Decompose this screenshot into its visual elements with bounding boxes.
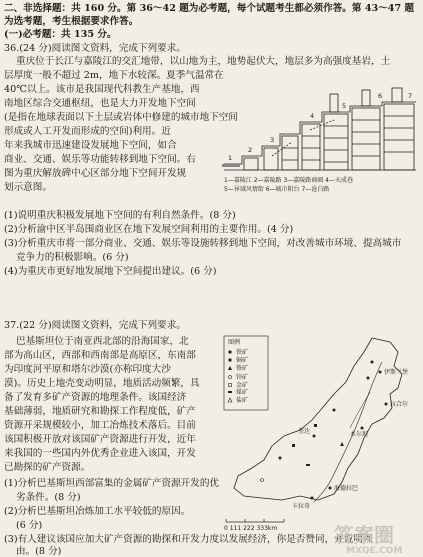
gold-ore-symbol xyxy=(229,384,232,387)
zinc-ore-symbol xyxy=(228,375,231,378)
map-legend-item: 盐矿 xyxy=(236,397,249,404)
q36-text: 商业、交通、娱乐等功能转移到地下空间。右 xyxy=(4,154,196,165)
q36-text: (是指在地球表面以下土层或岩体中修建的城市地下空间 xyxy=(4,112,238,123)
q37-text: 巴基斯坦位于南亚西北部的沿海国家，北 xyxy=(16,336,189,347)
iron-ore-symbol xyxy=(228,350,231,353)
place-label: 海德拉巴 xyxy=(334,485,359,492)
salt-symbol xyxy=(228,398,232,402)
place-label: 卡拉奇 xyxy=(292,503,311,510)
q37-question-2: (2)分析巴基斯坦冶炼加工水平较低的原因。 xyxy=(4,506,191,517)
q37-text: 为印度河平原和塔尔沙漠(亦称印度大沙 xyxy=(4,364,171,375)
fig1-num: 1 xyxy=(228,154,233,162)
q37-text: 来我国的一些国内外优秀企业进入该国，开发 xyxy=(4,448,196,459)
place-label: 木尔坦 xyxy=(350,431,369,438)
map-legend-item: 铁矿 xyxy=(236,349,249,356)
q37-text: 已勘探的矿产资源。 xyxy=(4,462,91,473)
q36-text: 40℃以上。该市是我国现代科教生产基地，西 xyxy=(4,84,200,95)
map-legend-item: 铬矿 xyxy=(236,365,249,372)
q36-text: 图为重庆解放碑中心区部分地下空间开发规 xyxy=(4,168,187,179)
watermark-url: MXQE.COM xyxy=(346,546,403,554)
map-legend-title: 图例 xyxy=(228,339,241,346)
fig1-legend-line2: 5—异域风情街 6—城市阳台 7—沧白路 xyxy=(224,186,330,193)
q36-text: 层厚度一般不超过 2m，地下水较深。夏季气温常在 xyxy=(4,70,224,81)
fig1-num: 5 xyxy=(342,102,347,110)
q36-question-3-cont: 竞争力的积极影响。(6 分) xyxy=(16,252,129,263)
q36-question-3: (3)分析重庆市将一部分商业、交通、娱乐等设施转移到地下空间，对改善城市环境、提高城市 xyxy=(4,238,402,249)
map-legend-item: 锌矿 xyxy=(236,374,249,381)
q37-text: 该国积极开放对该国矿产资源进行开发，近年 xyxy=(4,434,196,445)
q37-question-1-cont: 劣条件。(8 分) xyxy=(16,492,81,503)
q37-text: 基础薄弱，地质研究和勘探工作程度低，矿产 xyxy=(4,406,196,417)
required-title: (一)必考题：共 135 分。 xyxy=(4,29,117,40)
fig1-num: 4 xyxy=(310,112,315,120)
q37-text: 备了发育多矿产资源的地理条件。该国经济 xyxy=(4,392,187,403)
watermark-text: 答案圈 xyxy=(334,523,394,547)
q36-question-1: (1)说明重庆积极发展地下空间的有利自然条件。(8 分) xyxy=(4,210,236,221)
q36-text: 形成或人工开发而形成的空间)利用。近 xyxy=(4,126,171,137)
map-legend-item: 铜矿 xyxy=(236,357,249,364)
q36-text: 重庆位于长江与嘉陵江的交汇地带，以山地为主，地势起伏大，地层多为高强度基岩，土 xyxy=(16,56,391,67)
q37-text: 漠)。历史上地壳变动明显，地质活动频繁，具 xyxy=(4,378,200,389)
map-scale: 0 111 222 333km xyxy=(224,525,278,532)
map-legend-item: 煤矿 xyxy=(236,389,249,396)
q36-question-4: (4)为重庆市更好地发展地下空间提出建议。(6 分) xyxy=(4,266,217,277)
chromite-symbol xyxy=(228,366,232,370)
section-heading-line1: 二、非选择题：共 160 分。第 36～42 题为必考题，每个试题考生都必须作答。第 43～47 题 xyxy=(4,3,415,14)
fig1-num: 7 xyxy=(408,92,413,100)
map-legend-item: 金矿 xyxy=(236,382,249,389)
coal-symbol xyxy=(228,391,232,393)
pakistan-mineral-map xyxy=(222,332,418,554)
place-label: 伊斯兰堡 xyxy=(384,369,409,376)
q37-text: 资源开采规模较小，加工冶炼技术落后。目前 xyxy=(4,420,196,431)
fig1-num: 2 xyxy=(248,146,253,154)
underground-space-diagram xyxy=(222,86,418,194)
q36-text: 年来我城市迅速建设发展地下空间，如合 xyxy=(4,140,177,151)
q37-question-3: (3)有人建议该国应加大矿产资源的勘探和开发力度以发展经济，你是否赞同，并说明理 xyxy=(4,534,373,545)
q37-title: 37.(22 分)阅读图文资料，完成下列要求。 xyxy=(4,320,186,331)
section-heading-line2: 为选考题，考生根据要求作答。 xyxy=(4,16,139,27)
q36-text: 南地区综合交通枢纽，也是大力开发地下空间 xyxy=(4,98,196,109)
fig1-num: 3 xyxy=(270,136,275,144)
q36-text: 划示意图。 xyxy=(4,182,52,193)
place-label: 拉合尔 xyxy=(390,401,409,408)
q37-question-3-cont: 由。(8 分) xyxy=(16,546,62,557)
q37-question-2-cont: (6 分) xyxy=(16,520,43,531)
q36-question-2: (2)分析渝中区半岛围商业区在地下发展空间利用的主要作用。(4 分) xyxy=(4,224,294,235)
fig1-num: 6 xyxy=(378,92,383,100)
copper-ore-symbol xyxy=(229,359,232,362)
place-label: 奎达 xyxy=(298,428,311,435)
q37-question-1: (1)分析巴基斯坦西部富集的金属矿产资源开发的优 xyxy=(4,478,220,489)
q37-text: 部为高山区，西部和西南部是高原区，东南部 xyxy=(4,350,196,361)
fig1-legend-line1: 1—嘉陵江 2—嘉陵路 3—嘉陵路商圈 4—天成巷 xyxy=(224,177,353,184)
q36-title: 36.(24 分)阅读图文资料，完成下列要求。 xyxy=(4,43,186,54)
